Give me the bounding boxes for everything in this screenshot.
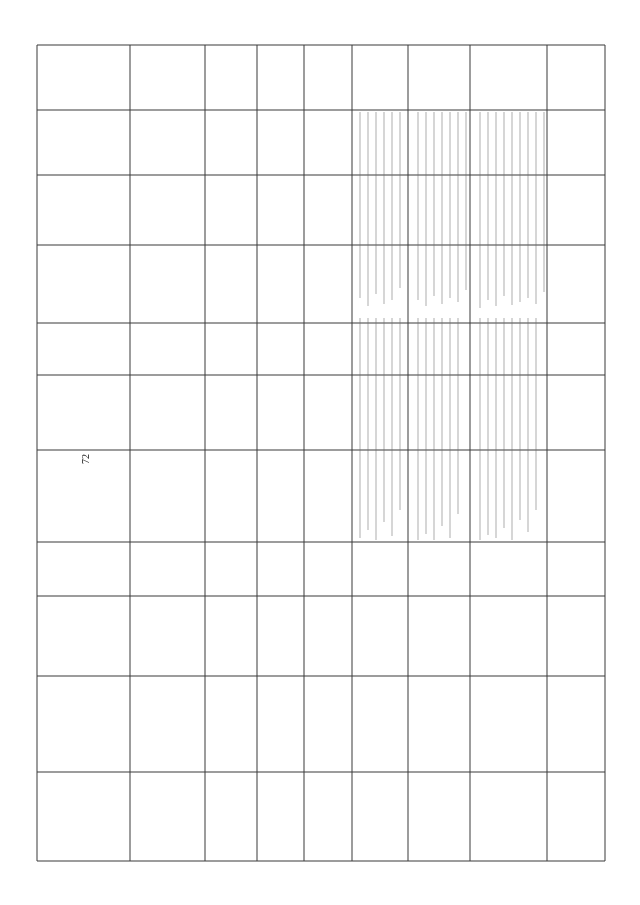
rotated-text-column-5 (360, 112, 400, 306)
page-number: 72 (81, 454, 92, 464)
rotated-text-column-6 (360, 318, 400, 540)
rotated-text-column-4 (418, 318, 458, 540)
rotated-text-column-1 (480, 112, 544, 308)
rotated-text-column-3 (418, 112, 466, 306)
rotated-text-column-2 (480, 318, 536, 540)
